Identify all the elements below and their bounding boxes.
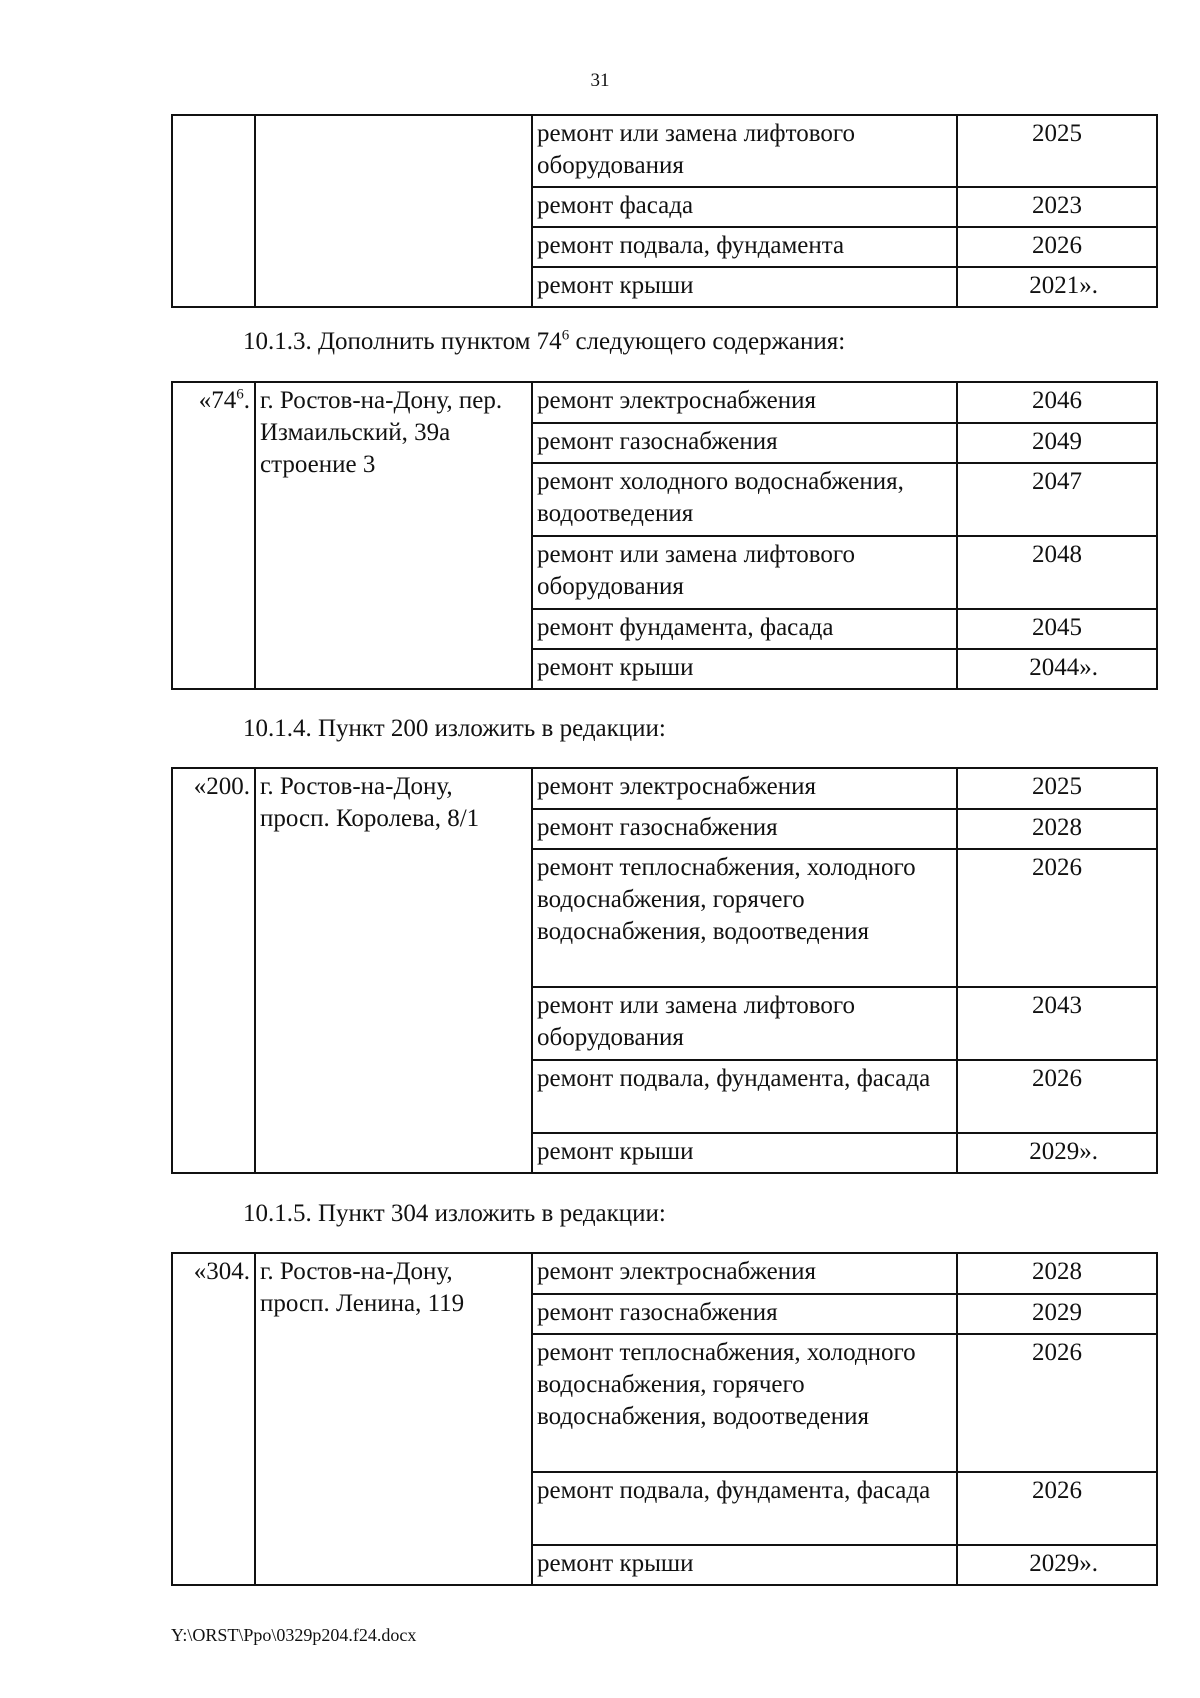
work-cell: ремонт крыши: [532, 1545, 957, 1585]
address-cell: г. Ростов-на-Дону, просп. Королева, 8/1: [255, 768, 532, 1173]
item-200-table: [171, 767, 1158, 1174]
year-cell: 2043: [957, 987, 1157, 1060]
work-cell: ремонт подвала, фундамента, фасада: [532, 1060, 957, 1133]
item-304-table: [171, 1252, 1158, 1586]
section-heading-10-1-4: 10.1.4. Пункт 200 изложить в редакции:: [243, 715, 666, 742]
year-cell: 2026: [957, 227, 1157, 267]
year-cell: 2029: [957, 1294, 1157, 1334]
work-cell: ремонт электроснабжения: [532, 1253, 957, 1294]
work-cell: ремонт газоснабжения: [532, 423, 957, 463]
item-number-cell: [172, 115, 255, 307]
work-cell: ремонт или замена лифтового оборудования: [532, 536, 957, 609]
year-cell: 2026: [957, 849, 1157, 987]
year-cell: 2044».: [957, 649, 1157, 689]
heading-superscript: 6: [561, 327, 570, 344]
year-cell: 2026: [957, 1472, 1157, 1545]
year-cell: 2025: [957, 768, 1157, 809]
year-cell: 2048: [957, 536, 1157, 609]
item-number-cell: «200.: [172, 768, 255, 1173]
work-cell: ремонт фундамента, фасада: [532, 609, 957, 649]
item-superscript: 6: [236, 386, 244, 403]
work-cell: ремонт холодного водоснабжения, водоотведения: [532, 463, 957, 536]
section-heading-10-1-5: 10.1.5. Пункт 304 изложить в редакции:: [243, 1200, 666, 1227]
work-cell: ремонт крыши: [532, 267, 957, 307]
item-number-cell: «304.: [172, 1253, 255, 1585]
year-cell: 2023: [957, 187, 1157, 227]
year-cell: 2029».: [957, 1133, 1157, 1173]
work-cell: ремонт теплоснабжения, холодного водоснабжения, горячего водоснабжения, водоотведения: [532, 1334, 957, 1472]
continuation-table: [171, 114, 1158, 308]
year-cell: 2045: [957, 609, 1157, 649]
work-cell: ремонт крыши: [532, 649, 957, 689]
heading-text: следующего содержания:: [569, 328, 846, 355]
year-cell: 2026: [957, 1060, 1157, 1133]
year-cell: 2026: [957, 1334, 1157, 1472]
address-cell: [255, 115, 532, 307]
year-cell: 2029».: [957, 1545, 1157, 1585]
item-number: «74: [198, 387, 237, 414]
item-number-cell: [172, 382, 255, 689]
year-cell: 2025: [957, 115, 1157, 187]
year-cell: 2028: [957, 809, 1157, 849]
work-cell: ремонт или замена лифтового оборудования: [532, 115, 957, 187]
address-cell: г. Ростов-на-Дону, пер. Измаильский, 39а строение 3: [255, 382, 532, 689]
item-74-6-table: [171, 381, 1158, 690]
page-number: 31: [590, 70, 610, 91]
work-cell: ремонт подвала, фундамента: [532, 227, 957, 267]
year-cell: 2021».: [957, 267, 1157, 307]
year-cell: 2046: [957, 382, 1157, 423]
section-heading-10-1-3: [243, 326, 845, 358]
year-cell: 2047: [957, 463, 1157, 536]
year-cell: 2049: [957, 423, 1157, 463]
year-cell: 2028: [957, 1253, 1157, 1294]
work-cell: ремонт или замена лифтового оборудования: [532, 987, 957, 1060]
work-cell: ремонт электроснабжения: [532, 768, 957, 809]
footer-file-path: Y:\ORST\Ppo\0329p204.f24.docx: [171, 1625, 417, 1645]
work-cell: ремонт подвала, фундамента, фасада: [532, 1472, 957, 1545]
address-cell: г. Ростов-на-Дону, просп. Ленина, 119: [255, 1253, 532, 1585]
item-number-suffix: .: [243, 387, 250, 414]
work-cell: ремонт газоснабжения: [532, 809, 957, 849]
work-cell: ремонт теплоснабжения, холодного водоснабжения, горячего водоснабжения, водоотведения: [532, 849, 957, 987]
work-cell: ремонт фасада: [532, 187, 957, 227]
work-cell: ремонт электроснабжения: [532, 382, 957, 423]
work-cell: ремонт газоснабжения: [532, 1294, 957, 1334]
work-cell: ремонт крыши: [532, 1133, 957, 1173]
heading-text: 10.1.3. Дополнить пунктом 74: [243, 328, 562, 355]
